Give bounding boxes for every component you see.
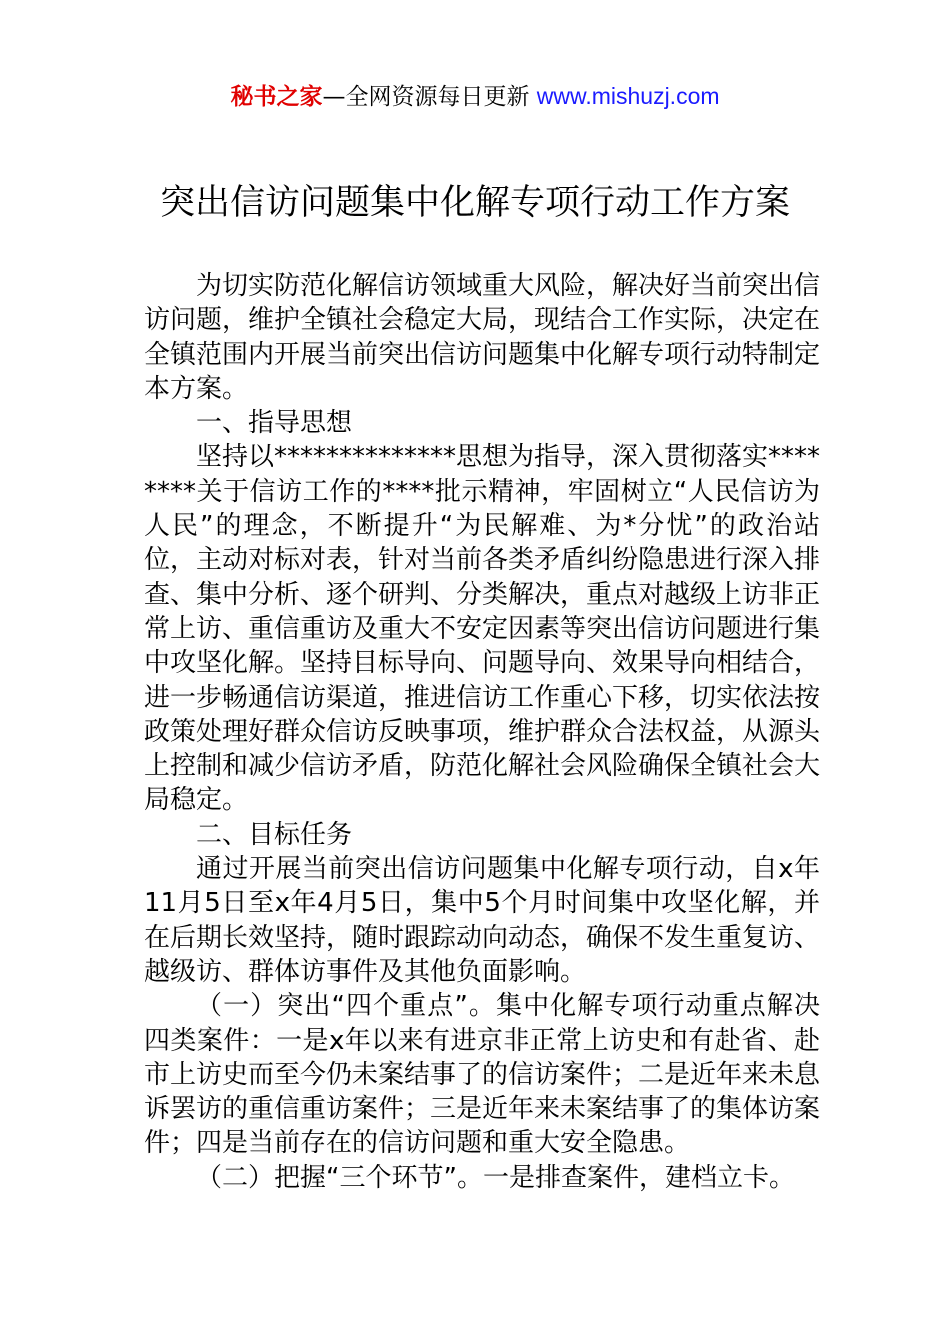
document-title: 突出信访问题集中化解专项行动工作方案 [159,183,790,223]
section-heading-guiding-thought: 一、指导思想 [196,408,353,439]
document-body [144,269,820,1195]
banner-tagline: —全网资源每日更新 [322,84,537,110]
intro-paragraph: 为切实防范化解信访领域重大风险，解决好当前突出信访问题，维护全镇社会稳定大局，现结合工作实际，决定在全镇范围内开展当前突出信访问题集中化解专项行动特制定本方案。 [144,271,821,404]
four-key-points-paragraph: （一）突出“四个重点”。集中化解专项行动重点解决四类案件：一是x年以来有进京非正常上访史和有赴省、赴市上访史而至今仍未案结事了的信访案件；二是近年来未息诉罢访的重信重访案件；三是近年来未案结事了的集体访案件；四是当前存在的信访问题和重大安全隐患。 [144,991,821,1159]
section-heading-goals: 二、目标任务 [196,819,353,850]
three-links-paragraph: （二）把握“三个环节”。一是排查案件，建档立卡。 [196,1162,795,1193]
goals-paragraph: 通过开展当前突出信访问题集中化解专项行动，自x年11月5日至x年4月5日，集中5个月时间集中攻坚化解，并在后期长效坚持，随时跟踪动向动态，确保不发生重复访、越级访、群体访事件及其他负面影响。 [144,854,821,987]
guiding-thought-paragraph: 坚持以**************思想为指导，深入贯彻落实********关于信访工作的****批示精神，牢固树立“人民信访为人民”的理念，不断提升“为民解难、为*分忧”的政治站位，主动对标对表，针对当前各类矛盾纠纷隐患进行深入排查、集中分析、逐个研判、分类解决，重点对越级上访非正常上访、重信重访及重大不安定因素等突出信访问题进行集中攻坚化解。坚持目标导向、问题导向、效果导向相结合，进一步畅通信访渠道，推进信访工作重心下移，切实依法按政策处理好群众信访反映事项，维护群众合法权益，从源头上控制和减少信访矛盾，防范化解社会风险确保全镇社会大局稳定。 [144,442,821,816]
site-url[interactable]: www.mishuzj.com [536,83,720,109]
site-banner [0,80,950,113]
brand-name: 秘书之家 [230,84,323,110]
